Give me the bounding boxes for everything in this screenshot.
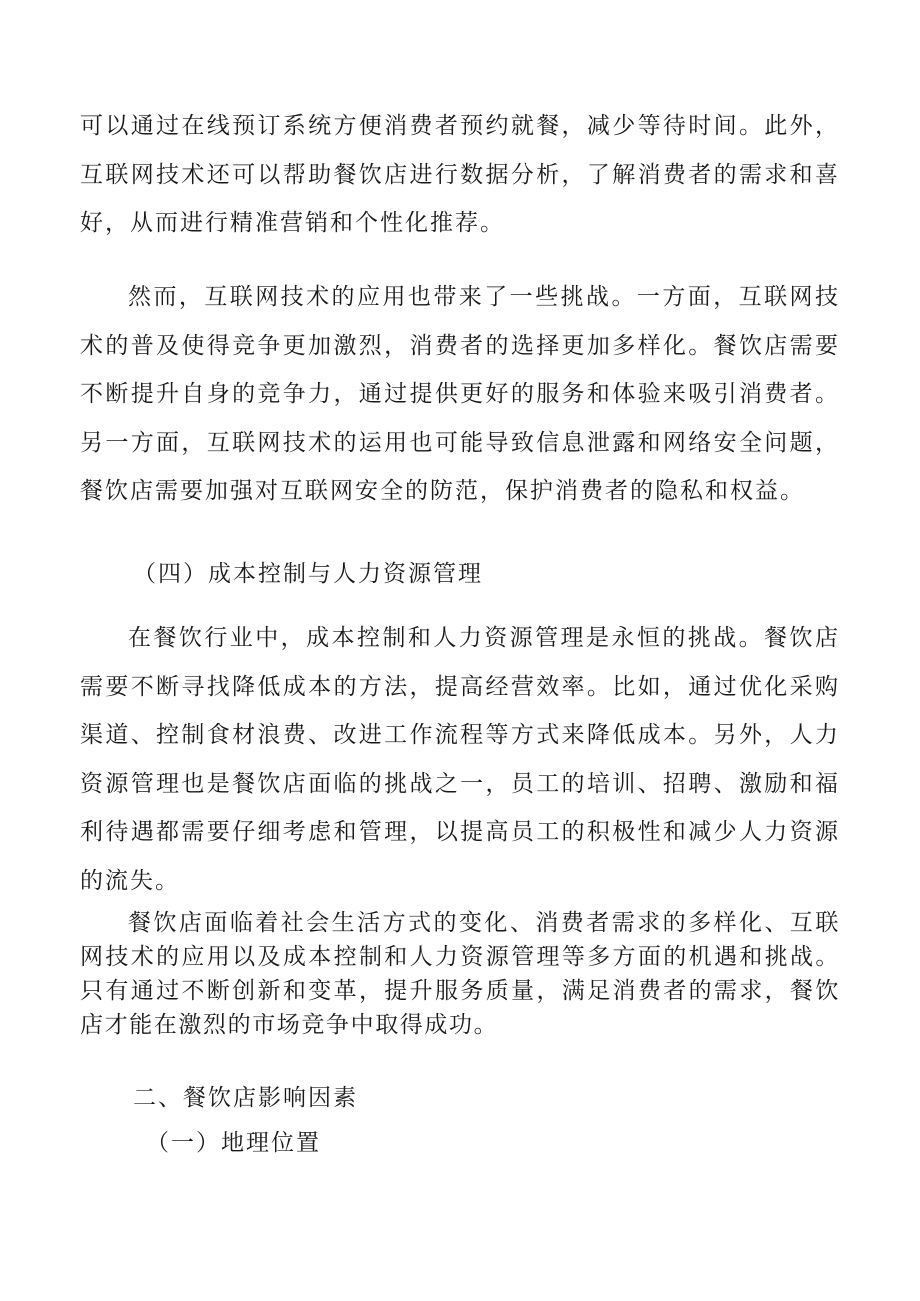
paragraph-online-booking: 可以通过在线预订系统方便消费者预约就餐，减少等待时间。此外，互联网技术还可以帮助餐饮店进行数据分析，了解消费者的需求和喜好，从而进行精准营销和个性化推荐。 <box>80 113 840 236</box>
heading-geographic-location: （一）地理位置 <box>146 1130 321 1156</box>
heading-section-influencing-factors: 二、餐饮店影响因素 <box>133 1085 358 1111</box>
paragraph-cost-hr: 在餐饮行业中，成本控制和人力资源管理是永恒的挑战。餐饮店需要不断寻找降低成本的方法，提高经营效率。比如，通过优化采购渠道、控制食材浪费、改进工作流程等方式来降低成本。另外，人力资源管理也是餐饮店面临的挑战之一，员工的培训、招聘、激励和福利待遇都需要仔细考虑和管理，以提高员工的积极性和减少人力资源的流失。 <box>80 625 840 894</box>
heading-cost-control: （四）成本控制与人力资源管理 <box>133 561 483 587</box>
paragraph-internet-challenges: 然而，互联网技术的应用也带来了一些挑战。一方面，互联网技术的普及使得竞争更加激烈，消费者的选择更加多样化。餐饮店需要不断提升自身的竞争力，通过提供更好的服务和体验来吸引消费者。另一方面，互联网技术的运用也可能导致信息泄露和网络安全问题，餐饮店需要加强对互联网安全的防范，保护消费者的隐私和权益。 <box>80 284 840 504</box>
paragraph-summary: 餐饮店面临着社会生活方式的变化、消费者需求的多样化、互联网技术的应用以及成本控制和人力资源管理等多方面的机遇和挑战。只有通过不断创新和变革，提升服务质量，满足消费者的需求，餐饮店才能在激烈的市场竞争中取得成功。 <box>80 910 840 1038</box>
